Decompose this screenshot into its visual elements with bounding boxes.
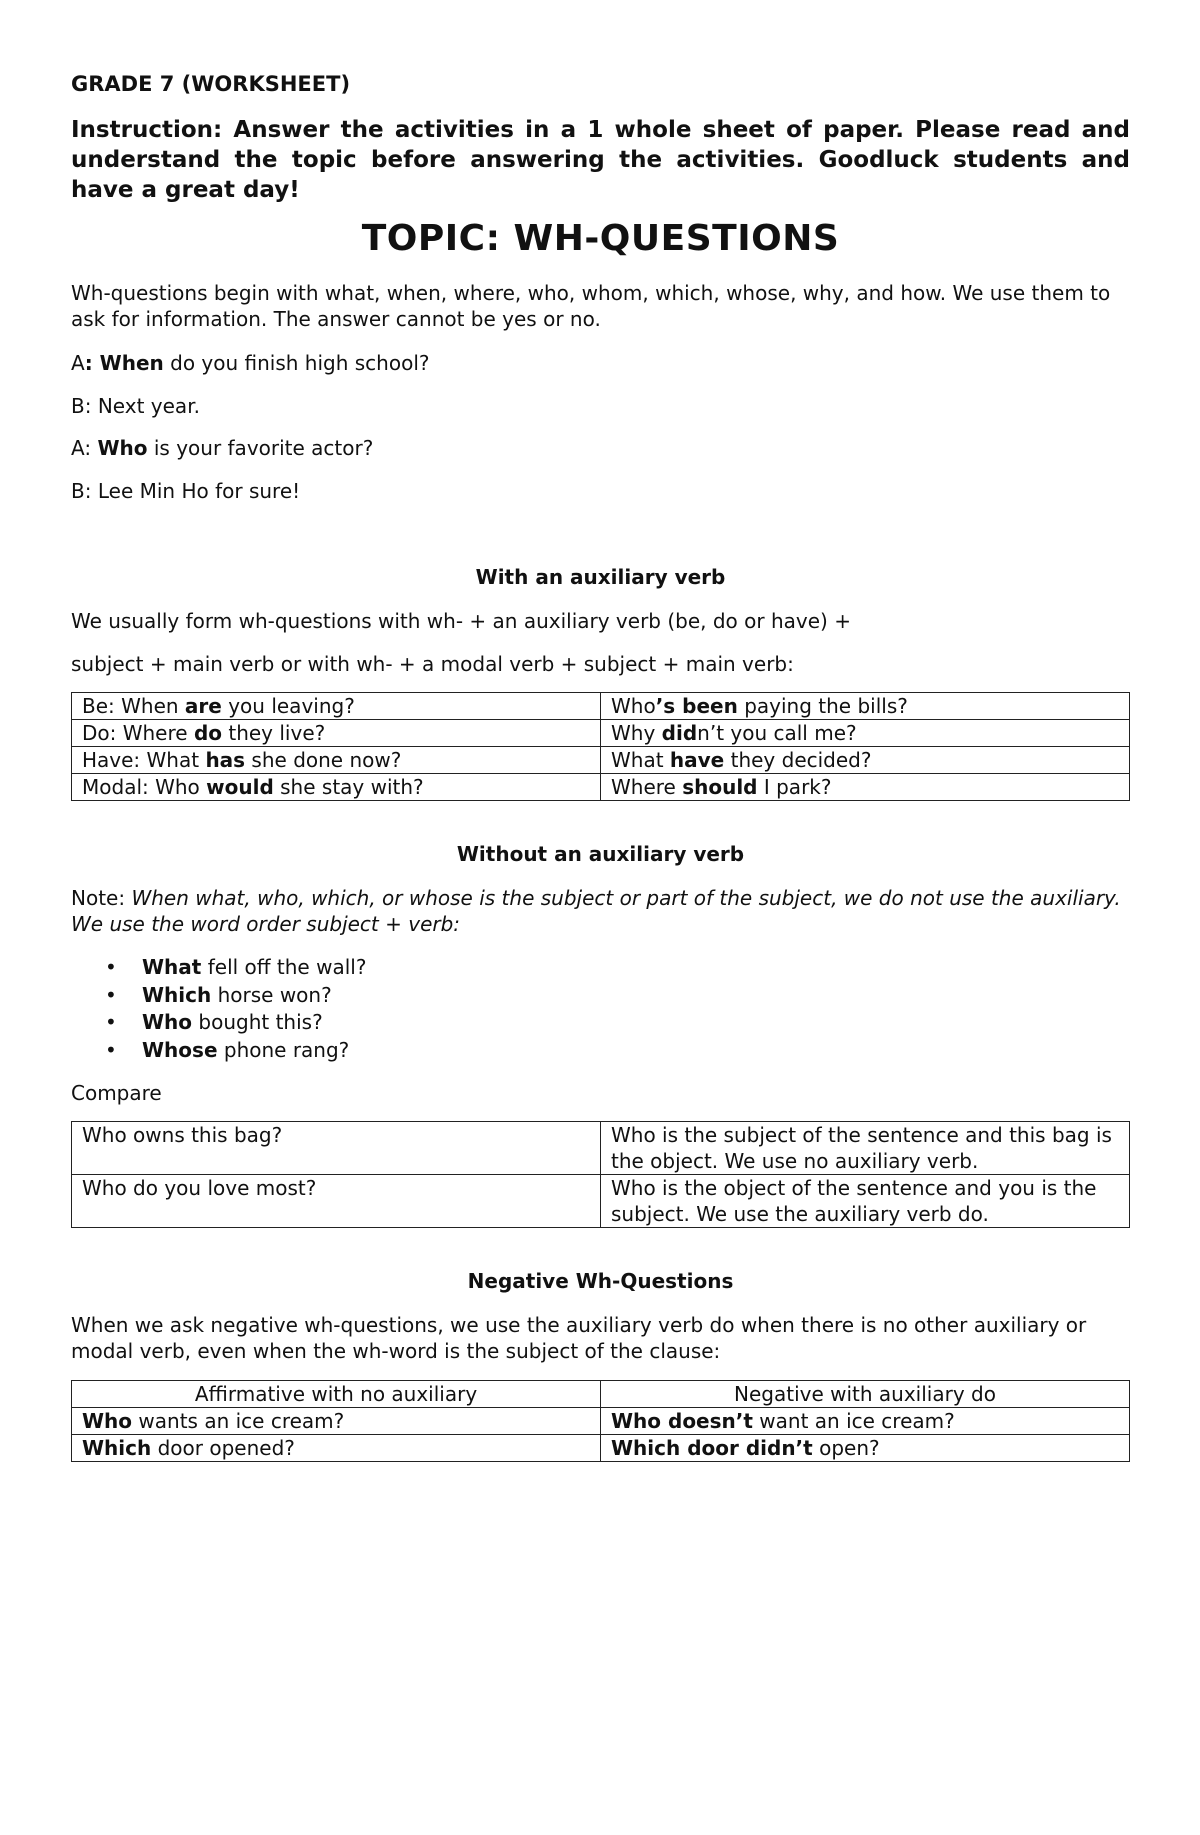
table-row <box>72 1122 1130 1175</box>
intro-paragraph: Wh-questions begin with what, when, where, who, whom, which, whose, why, and how. We use them to ask for information. The answer cannot be yes or no. <box>71 281 1111 331</box>
dialog-line: A: Who is your favorite actor? <box>71 436 374 460</box>
table-cell: Have: What has she done now? <box>72 747 601 774</box>
section-heading-auxiliary: With an auxiliary verb <box>475 565 726 589</box>
dialog-line: A: When do you finish high school? <box>71 351 430 375</box>
table-cell: What have they decided? <box>601 747 1130 774</box>
table-header: Affirmative with no auxiliary <box>72 1381 601 1408</box>
auxiliary-examples-table <box>71 692 1130 801</box>
table-row <box>72 693 1130 720</box>
table-cell: Who wants an ice cream? <box>72 1408 601 1435</box>
table-row <box>72 720 1130 747</box>
list-item: • Which horse won? <box>105 982 332 1007</box>
instruction-text: Instruction: Answer the activities in a 1 whole sheet of paper. Please read and understand the topic before answering the activities. Goodluck students and have a great day! <box>71 117 1130 203</box>
list-item: • What fell off the wall? <box>105 955 367 979</box>
table-row <box>72 747 1130 774</box>
table-cell: Who is the subject of the sentence and this bag is the object. We use no auxiliary verb. <box>601 1122 1130 1175</box>
table-cell: Which door opened? <box>72 1435 601 1462</box>
table-cell: Do: Where do they live? <box>72 720 601 747</box>
section-heading-no-auxiliary: Without an auxiliary verb <box>456 842 745 866</box>
section-heading-negative: Negative Wh-Questions <box>467 1269 734 1293</box>
page-title: TOPIC: WH-QUESTIONS <box>361 218 840 259</box>
dialog-line: B: Next year. <box>71 394 200 418</box>
table-cell: Who do you love most? <box>72 1175 601 1228</box>
example-list <box>71 954 366 1064</box>
grade-title: GRADE 7 (WORKSHEET) <box>71 72 351 96</box>
list-item: • Whose phone rang? <box>105 1037 350 1062</box>
table-cell: Where should I park? <box>601 774 1130 801</box>
table-row <box>72 1408 1130 1435</box>
table-cell: Who owns this bag? <box>72 1122 601 1175</box>
table-row <box>72 1435 1130 1462</box>
table-row <box>72 774 1130 801</box>
table-cell: Why didn’t you call me? <box>601 720 1130 747</box>
table-cell: Modal: Who would she stay with? <box>72 774 601 801</box>
negative-description: When we ask negative wh-questions, we use the auxiliary verb do when there is no other auxiliary or modal verb, even when the wh-word is the subject of the clause: <box>71 1313 1087 1363</box>
auxiliary-description: We usually form wh-questions with wh- + an auxiliary verb (be, do or have) + <box>71 609 851 633</box>
list-item: • Who bought this? <box>105 1010 323 1034</box>
table-row <box>72 1175 1130 1228</box>
auxiliary-description: subject + main verb or with wh- + a modal verb + subject + main verb: <box>71 652 794 676</box>
table-header: Negative with auxiliary do <box>601 1381 1130 1408</box>
table-cell: Who doesn’t want an ice cream? <box>601 1408 1130 1435</box>
compare-label: Compare <box>71 1081 162 1105</box>
negative-questions-table <box>71 1380 1130 1462</box>
compare-table <box>71 1121 1130 1228</box>
dialog-line: B: Lee Min Ho for sure! <box>71 479 301 503</box>
table-cell: Which door didn’t open? <box>601 1435 1130 1462</box>
table-header-row <box>72 1381 1130 1408</box>
note-paragraph: Note: When what, who, which, or whose is the subject or part of the subject, we do not use the auxiliary. We use the word order subject + verb: <box>71 886 1121 936</box>
table-cell: Who is the object of the sentence and you is the subject. We use the auxiliary verb do. <box>601 1175 1130 1228</box>
table-cell: Be: When are you leaving? <box>72 693 601 720</box>
table-cell: Who’s been paying the bills? <box>601 693 1130 720</box>
